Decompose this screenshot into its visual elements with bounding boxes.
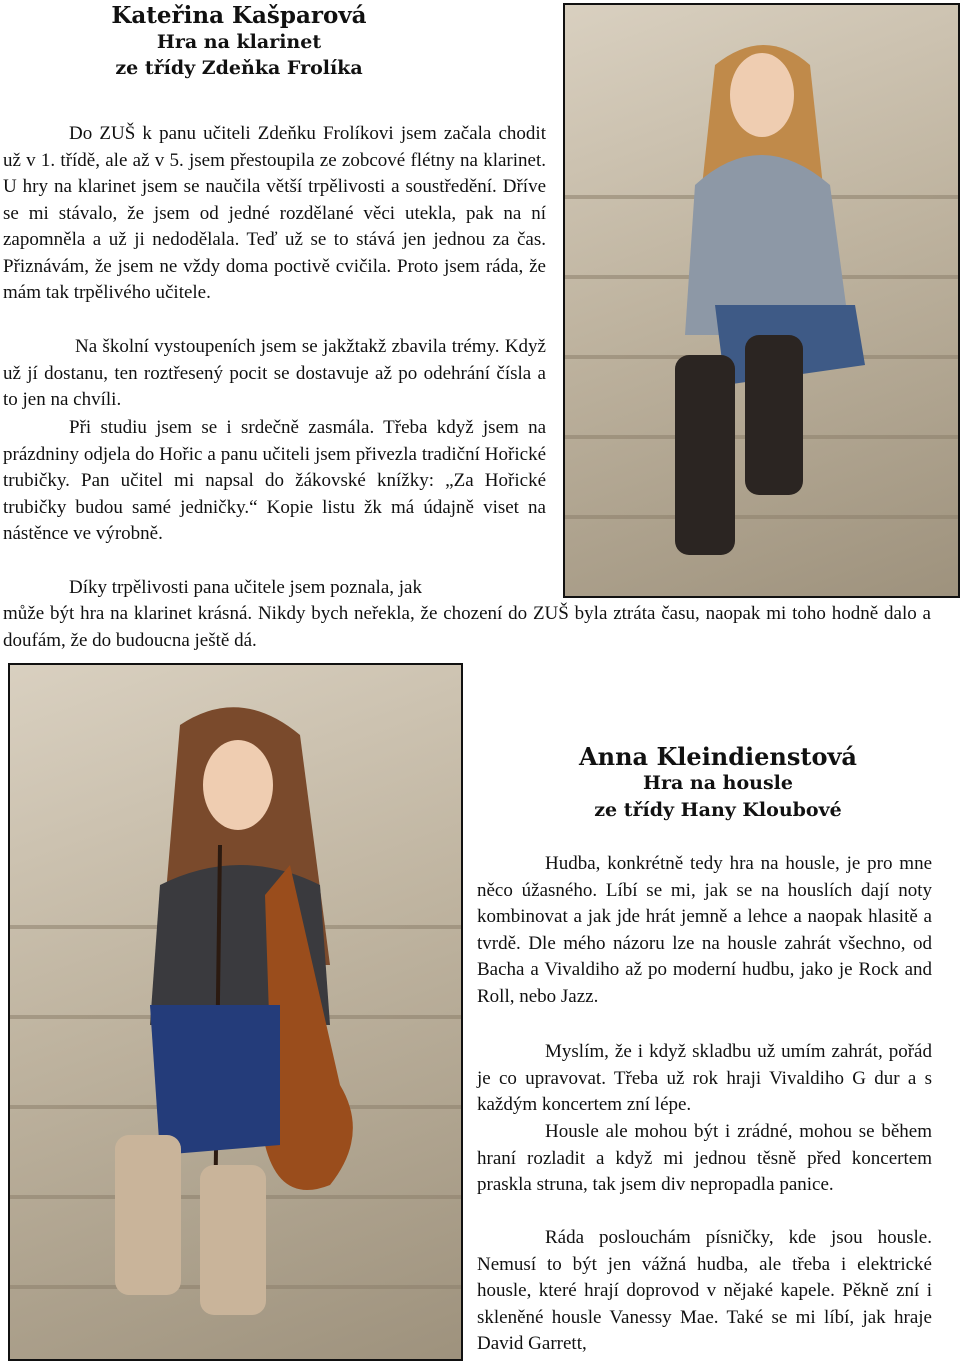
article1-paragraph-1: Do ZUŠ k panu učiteli Zdeňku Frolíkovi jsem začala chodit už v 1. třídě, ale až v 5. jsem přestoupila ze zobcové flétny na klarinet. U hry na klarinet jsem se naučila větší trpělivosti a soustředění. Dříve se mi stávalo, že jsem od jedné rozdělané věci utekla, pak na ní zapomněla a už ji nedodělala. Teď už se to stává jen jednou za čas. Přiznávám, že jsem ne vždy doma poctivě cvičila. Proto jsem ráda, že mám tak trpělivého učitele. (3, 123, 546, 303)
article1-teacher: ze třídy Zdeňka Frolíka (115, 57, 363, 79)
photo-clarinet-student (563, 3, 960, 598)
article1-instrument: Hra na klarinet (156, 31, 322, 53)
article2-paragraph-1: Hudba, konkrétně tedy hra na housle, je pro mne něco úžasného. Líbí se mi, jak se na houslích dají noty kombinovat a jak jde hrát jemně a lehce a naopak hlasitě a tvrdě. Dle mého názoru lze na housle zahrát všechno, od Bacha a Vivaldiho až po moderní hudbu, jako je Rock and Roll, nebo Jazz. (477, 853, 932, 1007)
article2-paragraph-4: Ráda poslouchám písničky, kde jsou housle. Nemusí to být jen vážná hudba, ale třeba i elektrické housle, které hrají doprovod v nějaké kapele. Pěkně zní i skleněné housle Vanessy Mae. Také se mi líbí, jak hraje David Garrett, (477, 1227, 932, 1354)
article1-paragraph-4-end: může být hra na klarinet krásná. Nikdy bych neřekla, že chození do ZUŠ byla ztráta času, naopak mi toho hodně dalo a doufám, že do budoucna ještě dá. (3, 603, 931, 651)
article1-paragraph-4-start: Díky trpělivosti pana učitele jsem poznala, jak (69, 577, 422, 598)
article2-paragraph-3: Housle ale mohou být i zrádné, mohou se během hraní rozladit a když mi jednou těsně před koncertem praskla struna, tak jsem div nepropadla panice. (477, 1121, 932, 1195)
photo-violin-student (8, 663, 463, 1361)
article1-paragraph-2: Na školní vystoupeních jsem se jakžtakž zbavila trémy. Když už jí dostanu, ten roztřesený pocit se dostavuje až po odehrání čísla a to jen na chvíli. (3, 336, 546, 410)
article1-paragraph-3: Při studiu jsem se i srdečně zasmála. Třeba když jsem na prázdniny odjela do Hořic a panu učiteli jsem přivezla tradiční Hořické trubičky. Pan učitel mi napsal do žákovské knížky: „Za Hořické trubičky budou samé jedničky.“ Kopie listu žk má údajně viset na nástěnce ve výrobně. (3, 417, 546, 544)
article2-name: Anna Kleindienstová (579, 742, 857, 771)
article2-teacher: ze třídy Hany Kloubové (594, 799, 842, 821)
article2-instrument: Hra na housle (643, 772, 793, 794)
article1-name: Kateřina Kašparová (111, 2, 367, 29)
article2-paragraph-2: Myslím, že i když skladbu už umím zahrát, pořád je co upravovat. Třeba už rok hraji Vivaldiho G dur a s každým koncertem zní lépe. (477, 1041, 932, 1115)
